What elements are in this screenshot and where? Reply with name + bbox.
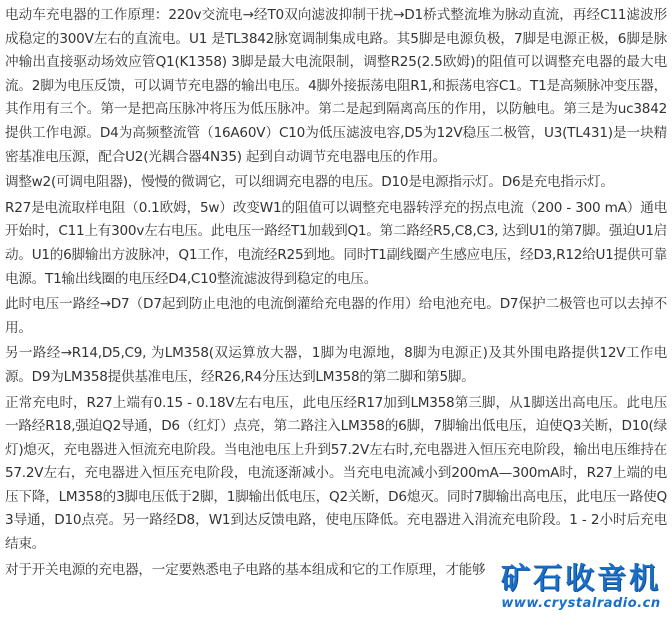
paragraph-battery-charging: 此时电压一路经→D7（D7起到防止电池的电流倒灌给充电器的作用）给电池充电。D7保护二极管也可以去掉不用。 — [5, 296, 667, 336]
paragraph-working-principle: 电动车充电器的工作原理：220v交流电→经T0双向滤波抑制干扰→D1桥式整流堆为脉动直流，再经C11滤波形成稳定的300V左右的直流电。U1 是TL3842脉宽调制集成电路。其5脚是电源负极，7脚是电源正极，6脚是脉冲输出直接驱动场效应管Q1(K1358) 3脚是最大电流限制，调整R25(2.5欧姆)的阻值可以调整充电器的最大电流。2脚为电压反馈，可以调节充电器的输出电压。4脚外接振荡电阻R1,和振荡电容C1。T1是高频脉冲变压器，其作用有三个。第一是把高压脉冲将压为低压脉冲。第二是起到隔离高压的作用，以防触电。第三是为uc3842提供工作电源。D4为高频整流管（16A60V）C10为低压滤波电容,D5为12V稳压二极管，U3(TL431)是一块精密基准电压源，配合U2(光耦合器4N35) 起到自动调节充电器电压的作用。 — [5, 7, 667, 165]
paragraph-adjustment: 调整w2(可调电阻器)，慢慢的微调它，可以细调充电器的电压。D10是电源指示灯。D6是充电指示灯。 — [5, 174, 614, 191]
paragraph-lm358-supply: 另一路经→R14,D5,C9, 为LM358(双运算放大器，1脚为电源地，8脚为电源正)及其外围电路提供12V工作电源。D9为LM358提供基准电压，经R26,R4分压达到LM358的第二脚和第5脚。 — [5, 345, 667, 385]
watermark-url: www.crystalradio.cn — [501, 596, 661, 611]
article-body — [5, 4, 667, 584]
paragraph-conclusion: 对于开关电源的充电器，一定要熟悉电子电路的基本组成和它的工作原理，才能够 — [5, 561, 486, 578]
paragraph-charging-stages: 正常充电时，R27上端有0.15 - 0.18V左右电压，此电压经R17加到LM358第三脚，从1脚送出高电压。此电压一路经R18,强迫Q2导通，D6（红灯）点亮，第二路注入LM358的6脚，7脚输出低电压，迫使Q3关断，D10(绿灯)熄灭，充电器进入恒流充电阶段。当电池电压上升到57.2V左右时,充电器进入恒压充电阶段，输出电压维持在57.2V左右，充电器进入恒压充电阶段，电流逐渐减小。当充电电流减小到200mA—300mA时，R27上端的电压下降，LM358的3脚电压低于2脚，1脚输出低电压，Q2关断，D6熄灭。同时7脚输出高电压，此电压一路使Q3导通，D10点亮。另一路经D8，W1到达反馈电路，使电压降低。充电器进入涓流充电阶段。1 - 2小时后充电结束。 — [5, 394, 667, 553]
watermark-logo-text: 矿石收音机 — [500, 561, 661, 595]
paragraph-current-sampling: R27是电流取样电阻（0.1欧姆，5w）改变W1的阻值可以调整充电器转浮充的拐点电流（200 - 300 mA）通电开始时，C11上有300v左右电压。此电压一路经T1加载到Q1。第二路经R5,C8,C3, 达到U1的第7脚。强迫U1启动。U1的6脚输出方波脉冲，Q1工作，电流经R25到地。同时T1副线圈产生感应电压，经D3,R12给U1提供可靠电源。T1输出线圈的电压经D4,C10整流滤波得到稳定的电压。 — [5, 199, 667, 287]
